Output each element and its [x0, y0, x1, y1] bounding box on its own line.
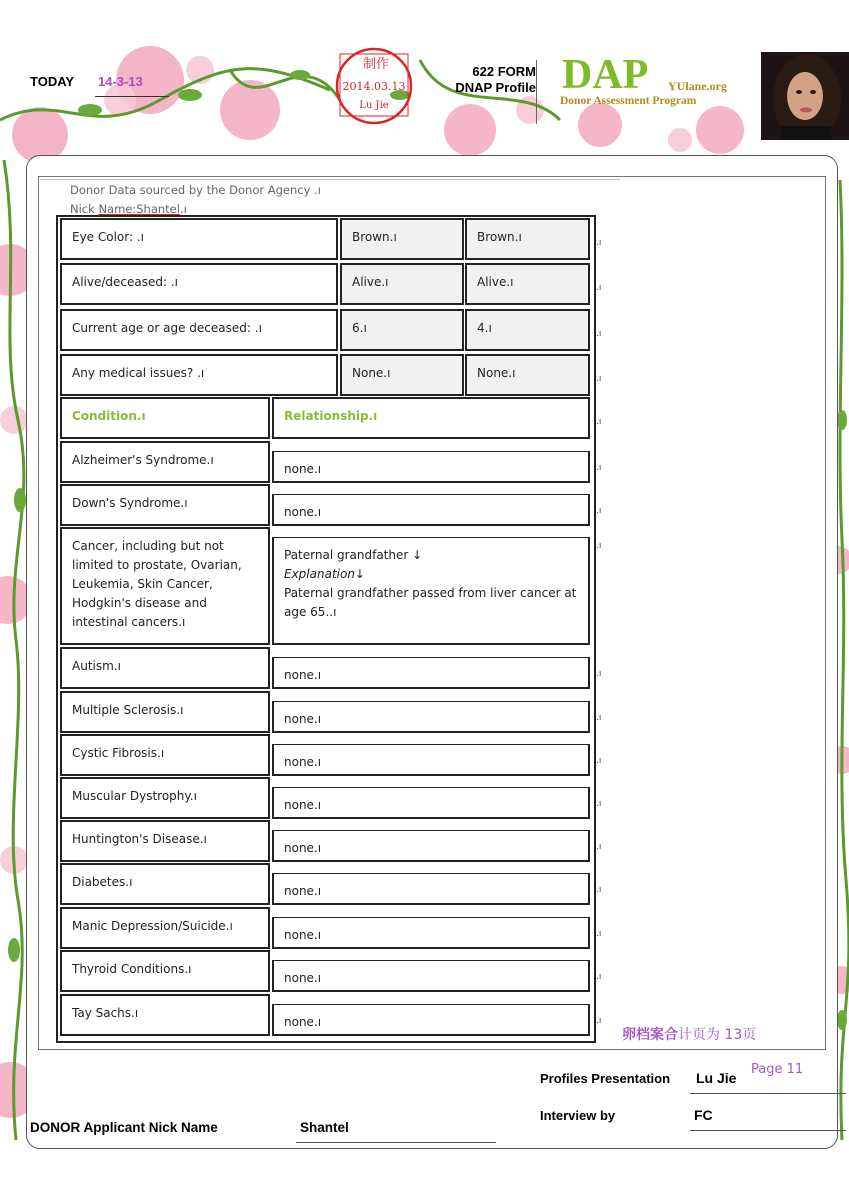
applicant-line: [296, 1142, 496, 1143]
interviewer-name: FC: [694, 1107, 713, 1123]
page-count-note: [622, 1024, 756, 1044]
relationship-cell: none.ı: [272, 1004, 590, 1036]
page-count-note-bold: 卵档案合: [622, 1027, 678, 1043]
svg-text:Donor Assessment Program: Donor Assessment Program: [560, 95, 697, 107]
paragraph-mark: .ı: [596, 713, 602, 723]
relationship-cell: none.ı: [272, 917, 590, 949]
condition-cell: Down's Syndrome.ı: [60, 484, 270, 526]
interviewer-line: [690, 1130, 846, 1131]
relationship-text: Paternal grandfather ↓: [284, 548, 423, 562]
relationship-cell: none.ı: [272, 960, 590, 992]
condition-cell: Alzheimer's Syndrome.ı: [60, 441, 270, 483]
interview-label: Interview by: [540, 1108, 616, 1123]
relationship-header: Relationship.ı: [272, 397, 590, 439]
intro-block: [70, 181, 321, 219]
applicant-name: Shantel: [300, 1120, 349, 1135]
applicant-label: DONOR Applicant Nick Name: [30, 1120, 218, 1135]
summary-label: Eye Color: .ı: [60, 218, 338, 260]
intro-top-line: [40, 179, 620, 180]
condition-cell: Muscular Dystrophy.ı: [60, 777, 270, 819]
condition-cell: Thyroid Conditions.ı: [60, 950, 270, 992]
presenter-line: [690, 1093, 846, 1094]
nick-name: Name:Shantel: [98, 202, 180, 216]
form-subtitle: DNAP Profile: [455, 80, 536, 95]
dap-logo: [560, 52, 756, 112]
relationship-cell: none.ı: [272, 744, 590, 776]
donor-photo: [761, 52, 849, 140]
condition-cell: Diabetes.ı: [60, 863, 270, 905]
summary-label: Any medical issues? .ı: [60, 354, 338, 396]
condition-cell: Cystic Fibrosis.ı: [60, 734, 270, 776]
relationship-cell: none.ı: [272, 451, 590, 483]
condition-cell: Huntington's Disease.ı: [60, 820, 270, 862]
summary-value-2: Brown.ı: [465, 218, 590, 260]
paragraph-mark: .ı: [596, 238, 602, 248]
seal-stamp: [334, 46, 414, 126]
paragraph-mark: .ı: [596, 541, 602, 551]
relationship-cell: none.ı: [272, 873, 590, 905]
intro-source-line: Donor Data sourced by the Donor Agency .ı: [70, 183, 321, 197]
condition-cell: Multiple Sclerosis.ı: [60, 691, 270, 733]
paragraph-mark: .ı: [596, 329, 602, 339]
summary-value-2: 4.ı: [465, 309, 590, 351]
condition-header: Condition.ı: [60, 397, 270, 439]
relationship-cell: [272, 537, 590, 645]
form-divider: [536, 60, 537, 124]
summary-value-2: Alive.ı: [465, 263, 590, 305]
paragraph-mark: .ı: [596, 1016, 602, 1026]
paragraph-mark: .ı: [596, 756, 602, 766]
summary-value-1: None.ı: [340, 354, 464, 396]
summary-value-2: None.ı: [465, 354, 590, 396]
explanation-label: Explanation↓: [284, 567, 365, 581]
condition-cell: Autism.ı: [60, 647, 270, 689]
presenter-name: Lu Jie: [696, 1070, 737, 1086]
svg-text:2014.03.13: 2014.03.13: [342, 80, 406, 93]
relationship-cell: none.ı: [272, 787, 590, 819]
relationship-cell: none.ı: [272, 830, 590, 862]
form-number: 622 FORM: [472, 64, 536, 79]
page-number: Page 11: [751, 1062, 804, 1077]
relationship-cell: none.ı: [272, 657, 590, 689]
condition-cell: Tay Sachs.ı: [60, 994, 270, 1036]
condition-cell: Manic Depression/Suicide.ı: [60, 907, 270, 949]
svg-text:YUlane.org: YUlane.org: [668, 79, 727, 93]
summary-value-1: 6.ı: [340, 309, 464, 351]
summary-value-1: Brown.ı: [340, 218, 464, 260]
form-title: [440, 64, 536, 96]
svg-text:Lu Jie: Lu Jie: [359, 100, 389, 111]
summary-label: Alive/deceased: .ı: [60, 263, 338, 305]
paragraph-mark: .ı: [596, 283, 602, 293]
nick-prefix: Nick: [70, 202, 99, 216]
paragraph-mark: .ı: [596, 842, 602, 852]
explanation-text: Paternal grandfather passed from liver cancer at age 65..ı: [284, 586, 577, 619]
today-date: 14-3-13: [98, 74, 143, 89]
paragraph-mark: .ı: [596, 374, 602, 384]
paragraph-mark: .ı: [596, 972, 602, 982]
summary-label: Current age or age deceased: .ı: [60, 309, 338, 351]
relationship-cell: none.ı: [272, 494, 590, 526]
date-underline: [95, 96, 169, 97]
summary-value-1: Alive.ı: [340, 263, 464, 305]
profiles-presentation-label: Profiles Presentation: [540, 1071, 671, 1086]
paragraph-mark: .ı: [596, 463, 602, 473]
paragraph-mark: .ı: [596, 885, 602, 895]
paragraph-mark: .ı: [596, 417, 602, 427]
paragraph-mark: .ı: [596, 669, 602, 679]
today-label: TODAY: [30, 74, 75, 89]
svg-text:制作: 制作: [362, 57, 390, 72]
page-count-note-text: 计页为 13页: [678, 1027, 757, 1043]
paragraph-mark: .ı: [596, 799, 602, 809]
svg-text:DAP: DAP: [562, 52, 649, 98]
relationship-cell: none.ı: [272, 701, 590, 733]
nick-suffix: .ı: [179, 202, 187, 216]
paragraph-mark: .ı: [596, 506, 602, 516]
paragraph-mark: .ı: [596, 929, 602, 939]
condition-cell: Cancer, including but not limited to prostate, Ovarian, Leukemia, Skin Cancer, Hodgkin's disease and intestinal cancers.ı: [60, 527, 270, 645]
